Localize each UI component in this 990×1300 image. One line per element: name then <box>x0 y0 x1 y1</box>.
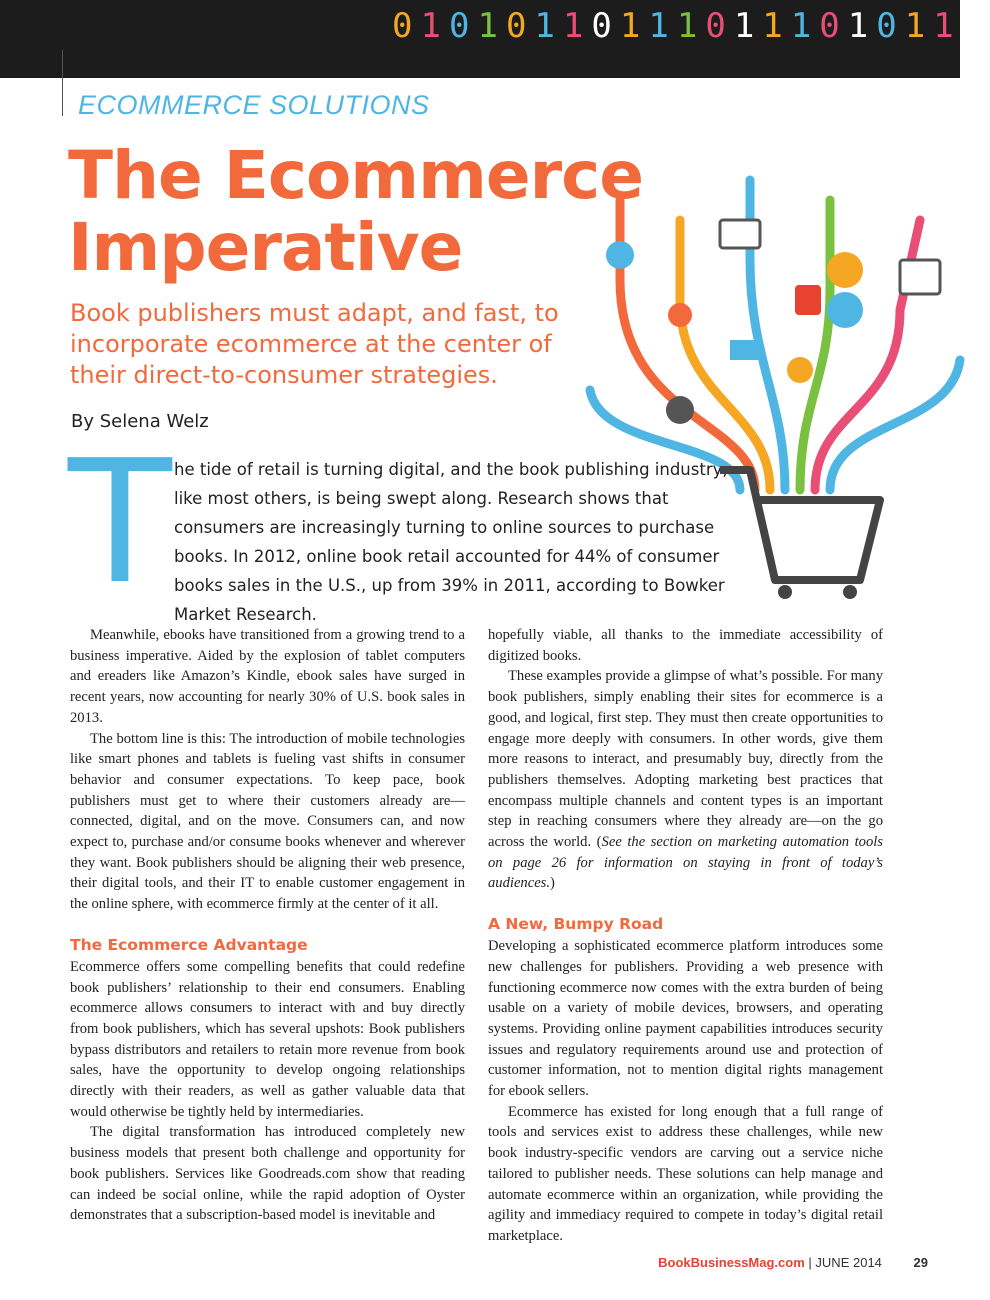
ecommerce-illustration <box>580 160 960 600</box>
body-text: ) <box>550 875 555 892</box>
binary-digit: 1 <box>762 6 789 46</box>
binary-digit: 0 <box>392 6 419 46</box>
binary-digit: 1 <box>619 6 647 46</box>
binary-digit: 1 <box>420 6 447 46</box>
intro-text: he tide of retail is turning digital, and the book publishing industry, like most others, is being swept along. Research shows that consumers are increasingly turning to online sources to purchase books. In 2012, online book retail accounted for 44% of consumer books sales in the U.S., up from 39% in 2011, according to Bowker Market Research. <box>174 460 728 624</box>
binary-digit: 1 <box>477 6 504 46</box>
body-paragraph: Ecommerce offers some compelling benefits that could redefine book publishers’ relationship to their end consumers. Enabling ecommerce allows consumers to interact with and buy directly from book publishers, which has several upshots: Book publishers bypass distributors and retailers to retain more revenue from book sales, have the opportunity to develop ongoing relationships directly with their readers, as well as gather valuable data that would otherwise be tightly held by intermediaries. <box>70 958 465 1120</box>
binary-digit: 1 <box>733 6 761 46</box>
body-text: These examples provide a glimpse of what’s possible. For many book publishers, simply enabling their sites for ecommerce is a good, and logical, first step. They must then create opportunities to engage more deeply with consumers. In other words, give them more reasons to interact, and presumably buy, directly from the publishers themselves. Adopting marketing best practices that encompass multiple channels and content types is an important step in reaching consumers where they already are—on the go across the world. ( <box>488 668 883 851</box>
binary-digit: 1 <box>534 6 561 46</box>
right-column <box>488 625 883 1247</box>
body-paragraph: The bottom line is this: The introduction of mobile technologies like smart phones and tablets is fueling vast shifts in consumer behavior and consumer expectations. To keep pace, book publishers must get to where their customers already are—connected, digital, and on the move. Consumers can, and now expect to, purchase and/or consume books whenever and wherever they want. Book publishers should be aligning their web presence, their digital tools, and their IT to enable customer engagement in the online sphere, with ecommerce firmly at the center of it all. <box>70 730 465 913</box>
article-title <box>68 137 644 286</box>
binary-digit: 0 <box>705 6 732 46</box>
binary-digit: 0 <box>961 6 989 46</box>
title-line: Imperative <box>68 209 463 286</box>
article-dek: Book publishers must adapt, and fast, to incorporate ecommerce at the center of their direct-to-consumer strategies. <box>70 299 559 389</box>
body-paragraph: Ecommerce has existed for long enough that a full range of tools and services exist to address these challenges, while new book industry-specific vendors are carving out a service niche tailored to publisher needs. These solutions can help manage and automate ecommerce within an organization, while providing the agility and immediacy required to compete in today’s digital retail marketplace. <box>488 1103 883 1244</box>
body-paragraph: Meanwhile, ebooks have transitioned from a growing trend to a business imperative. Aided by the explosion of tablet computers and ereaders like Amazon’s Kindle, ebook sales have surged in recent years, now accounting for nearly 30% of U.S. book sales in 2013. <box>70 627 465 726</box>
body-paragraph: hopefully viable, all thanks to the immediate accessibility of digitized books. <box>488 627 883 664</box>
left-column <box>70 625 465 1226</box>
site-link[interactable]: BookBusinessMag.com <box>658 1255 805 1270</box>
binary-pattern <box>392 6 989 78</box>
binary-digit: 1 <box>933 6 960 46</box>
binary-digit: 0 <box>591 6 618 46</box>
binary-digit: 0 <box>505 6 533 46</box>
binary-digit: 1 <box>648 6 675 46</box>
divider <box>62 50 63 116</box>
title-line: The Ecommerce <box>68 137 644 214</box>
page-number: 29 <box>913 1255 928 1270</box>
body-paragraph: Developing a sophisticated ecommerce platform introduces some new challenges for publishers. Providing a web presence with functioning ecommerce now comes with the extra burden of being usable on a variety of mobile devices, browsers, and operating systems. Providing online payment capabilities introduces security issues and regulatory requirements around use and protection of customer information, not to mention digital rights management for ebook sellers. <box>488 938 883 1100</box>
section-heading: A New, Bumpy Road <box>488 915 664 934</box>
issue-date: JUNE 2014 <box>815 1255 882 1270</box>
section-label: ECOMMERCE SOLUTIONS <box>78 90 430 120</box>
body-paragraph: The digital transformation has introduced completely new business models that present both challenge and opportunity for book publishers. Services like Goodreads.com show that reading can indeed be social online, while the rapid adoption of Oyster demonstrates that a subscription-based model is inevitable and <box>70 1124 465 1224</box>
header-banner <box>0 0 989 78</box>
binary-digit: 1 <box>904 6 932 46</box>
page-footer <box>658 1255 928 1270</box>
section-heading: The Ecommerce Advantage <box>70 935 308 954</box>
binary-digit: 1 <box>847 6 875 46</box>
binary-digit: 1 <box>790 6 818 46</box>
body-paragraph <box>488 666 883 894</box>
binary-digit: 1 <box>676 6 704 46</box>
footer-separator: | <box>808 1255 812 1270</box>
binary-digit: 0 <box>819 6 846 46</box>
binary-digit: 0 <box>876 6 903 46</box>
binary-digit: 1 <box>562 6 590 46</box>
drop-cap: T <box>68 424 172 622</box>
binary-digit: 0 <box>448 6 476 46</box>
cross-reference: See the section on marketing automation tools on page 26 for information on staying in front of today’s audiences. <box>488 834 883 892</box>
byline: By Selena Welz <box>71 411 209 432</box>
